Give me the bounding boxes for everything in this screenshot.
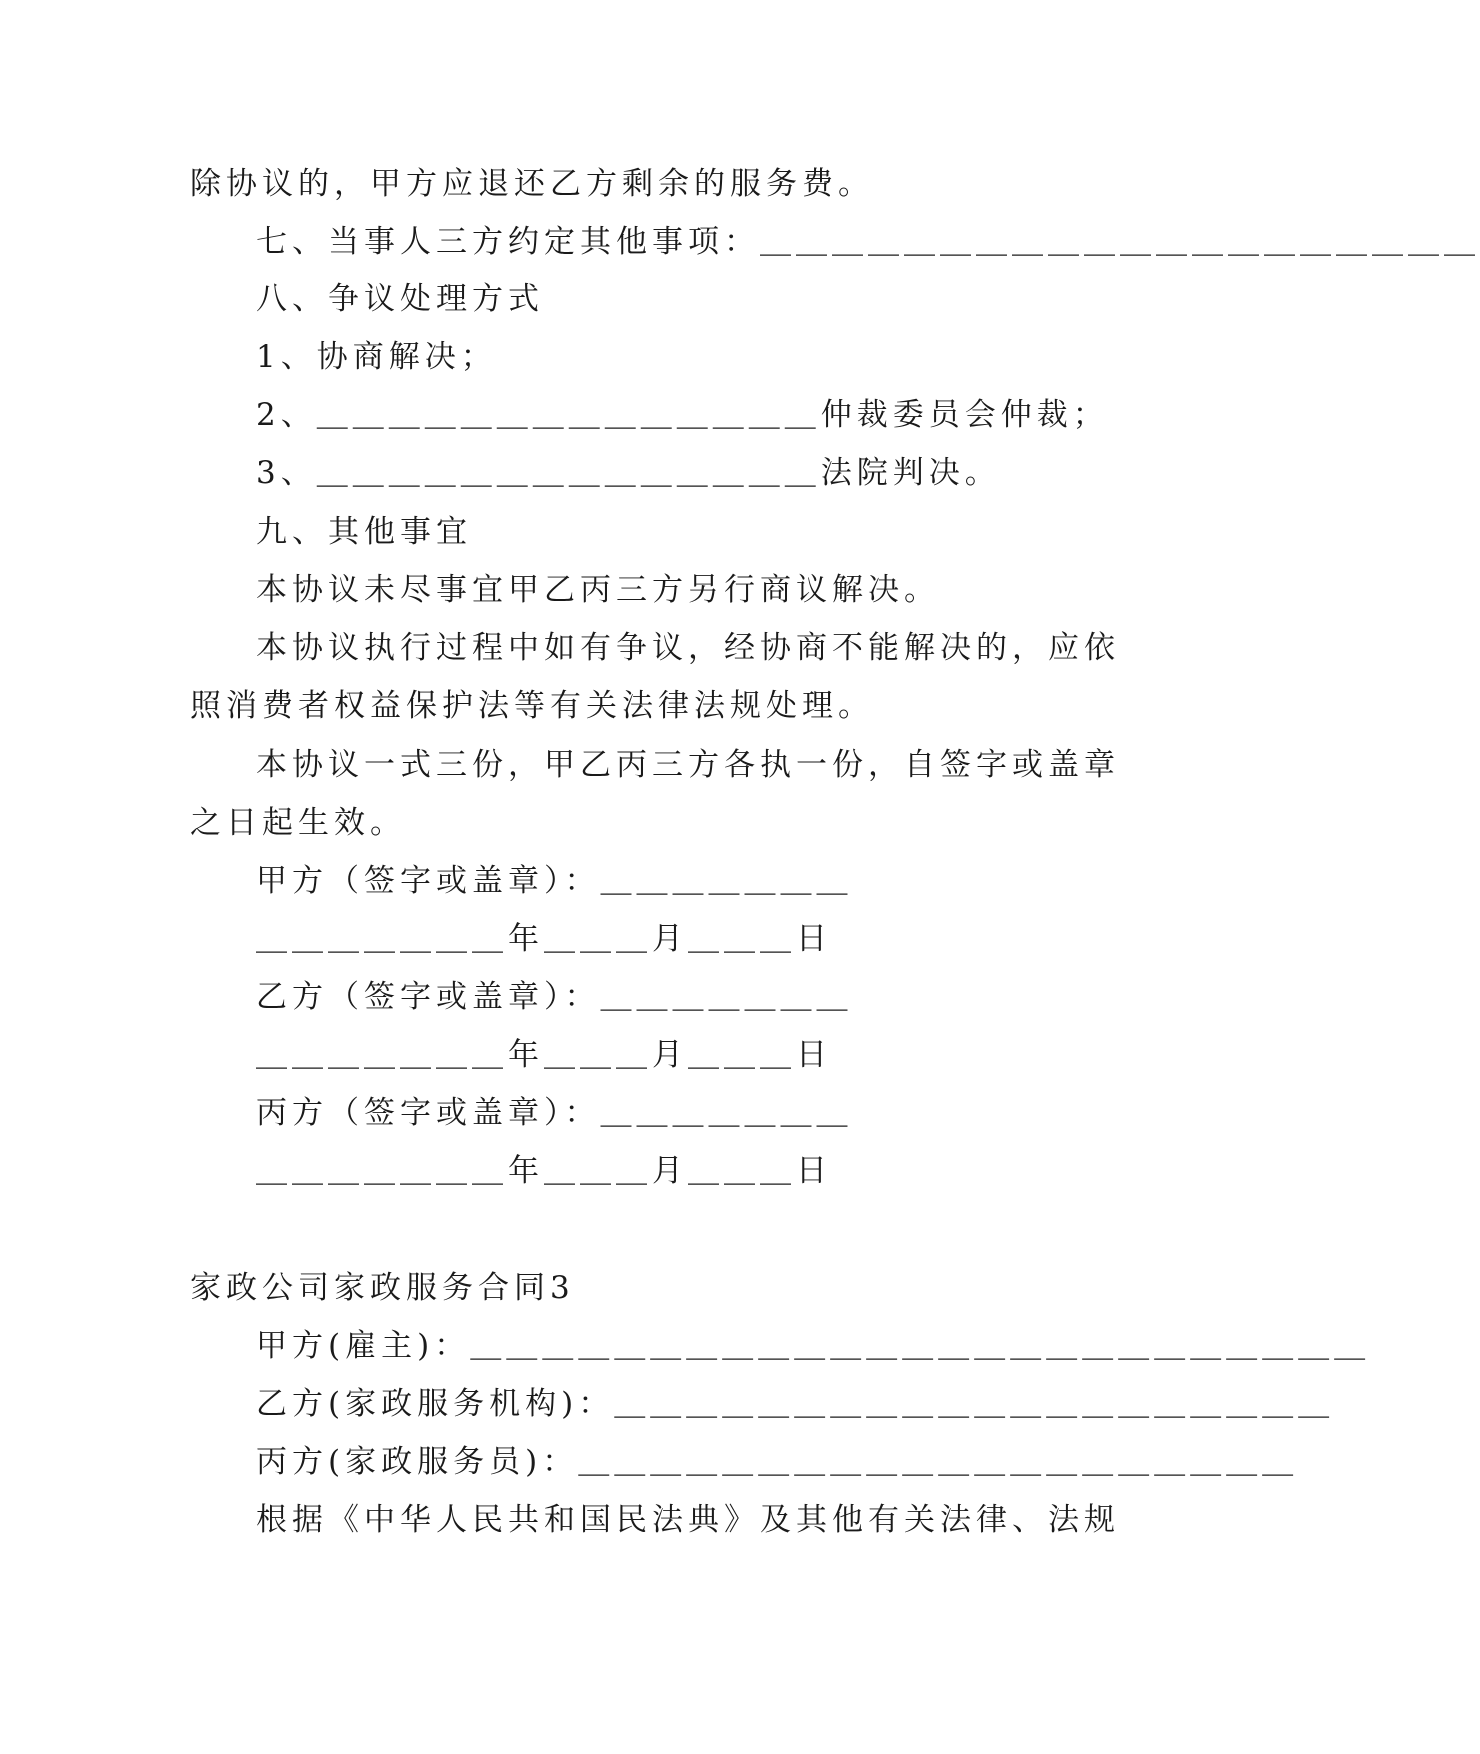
clause-8-item-1: 1、协商解决； — [256, 339, 497, 375]
party-b-date: ＿＿＿＿＿＿＿年＿＿＿月＿＿＿日 — [256, 1037, 832, 1073]
party-b-field: 乙方(家政服务机构)：＿＿＿＿＿＿＿＿＿＿＿＿＿＿＿＿＿＿＿＿ — [256, 1386, 1335, 1422]
text-line: 照消费者权益保护法等有关法律法规处理。 — [190, 688, 874, 724]
party-a-signature: 甲方（签字或盖章）：＿＿＿＿＿＿＿ — [256, 863, 853, 899]
party-a-field: 甲方(雇主)：＿＿＿＿＿＿＿＿＿＿＿＿＿＿＿＿＿＿＿＿＿＿＿＿＿ — [256, 1328, 1371, 1364]
clause-8-item-3: 3、＿＿＿＿＿＿＿＿＿＿＿＿＿＿法院判决。 — [256, 455, 1001, 491]
text-line: 本协议未尽事宜甲乙丙三方另行商议解决。 — [256, 572, 940, 608]
text-line: 除协议的，甲方应退还乙方剩余的服务费。 — [190, 166, 874, 202]
party-c-date: ＿＿＿＿＿＿＿年＿＿＿月＿＿＿日 — [256, 1153, 832, 1189]
party-b-signature: 乙方（签字或盖章）：＿＿＿＿＿＿＿ — [256, 979, 853, 1015]
clause-7: 七、当事人三方约定其他事项：＿＿＿＿＿＿＿＿＿＿＿＿＿＿＿＿＿＿＿＿ — [256, 224, 1480, 260]
clause-8-item-2: 2、＿＿＿＿＿＿＿＿＿＿＿＿＿＿仲裁委员会仲裁； — [256, 397, 1109, 433]
text-line: 根据《中华人民共和国民法典》及其他有关法律、法规 — [256, 1502, 1120, 1538]
text-line: 本协议一式三份，甲乙丙三方各执一份，自签字或盖章 — [256, 747, 1120, 783]
clause-9-heading: 九、其他事宜 — [256, 514, 472, 550]
clause-8-heading: 八、争议处理方式 — [256, 281, 544, 317]
party-c-field: 丙方(家政服务员)：＿＿＿＿＿＿＿＿＿＿＿＿＿＿＿＿＿＿＿＿ — [256, 1444, 1299, 1480]
contract-title: 家政公司家政服务合同3 — [190, 1270, 575, 1306]
party-a-date: ＿＿＿＿＿＿＿年＿＿＿月＿＿＿日 — [256, 921, 832, 957]
text-line: 之日起生效。 — [190, 805, 406, 841]
text-line: 本协议执行过程中如有争议，经协商不能解决的，应依 — [256, 630, 1120, 666]
party-c-signature: 丙方（签字或盖章）：＿＿＿＿＿＿＿ — [256, 1095, 853, 1131]
